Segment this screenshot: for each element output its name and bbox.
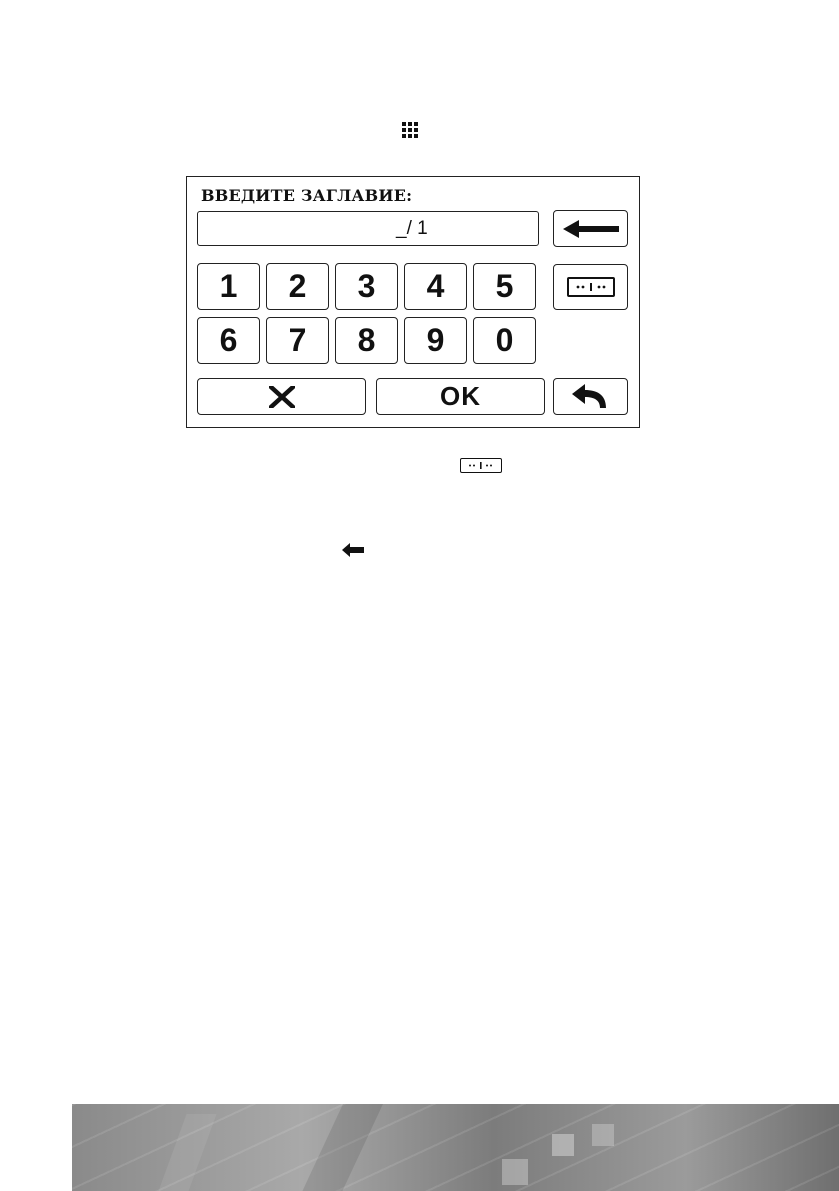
backspace-button[interactable] (553, 210, 628, 247)
key-9[interactable]: 9 (404, 317, 467, 364)
key-5[interactable]: 5 (473, 263, 536, 310)
title-input-field[interactable] (197, 211, 539, 246)
return-arrow-icon (572, 384, 610, 410)
cancel-button[interactable] (197, 378, 366, 415)
ok-button[interactable]: OK (376, 378, 545, 415)
key-7[interactable]: 7 (266, 317, 329, 364)
arrow-left-icon (342, 543, 364, 557)
arrow-left-icon (563, 220, 619, 238)
key-0[interactable]: 0 (473, 317, 536, 364)
key-3[interactable]: 3 (335, 263, 398, 310)
key-8[interactable]: 8 (335, 317, 398, 364)
space-icon (567, 277, 615, 297)
footer-decoration (72, 1104, 839, 1191)
keypad-grid-icon (402, 122, 418, 138)
key-1[interactable]: 1 (197, 263, 260, 310)
key-2[interactable]: 2 (266, 263, 329, 310)
dialog-title: ВВЕДИТЕ ЗАГЛАВИЕ: (201, 186, 413, 205)
return-button[interactable] (553, 378, 628, 415)
key-4[interactable]: 4 (404, 263, 467, 310)
key-6[interactable]: 6 (197, 317, 260, 364)
space-button[interactable] (553, 264, 628, 310)
input-value: _/ 1 (396, 217, 428, 239)
space-icon (460, 458, 502, 473)
x-icon (269, 386, 295, 408)
